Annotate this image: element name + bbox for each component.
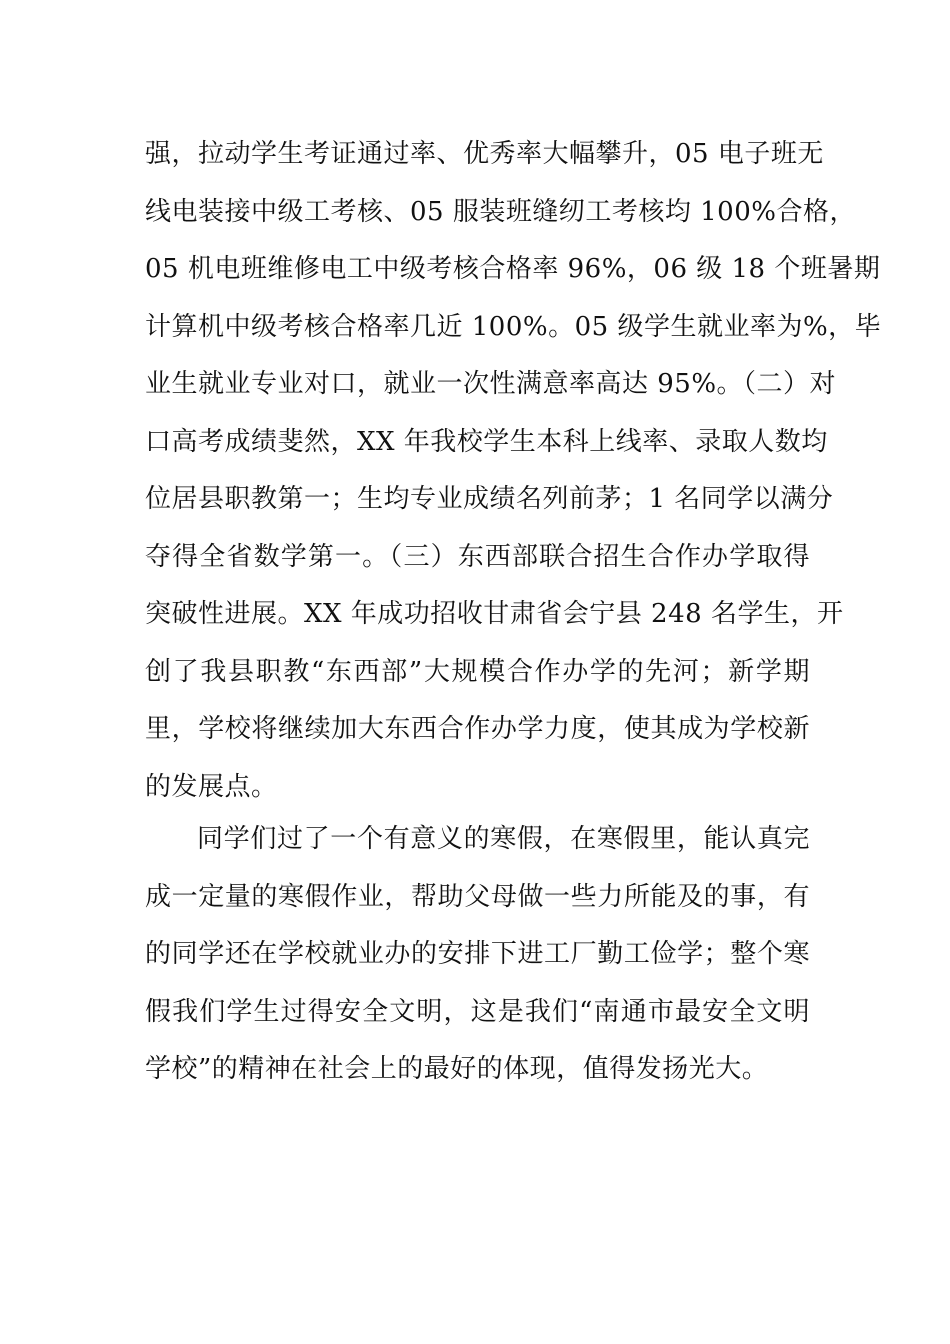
paragraph-2 — [145, 811, 810, 1099]
paragraph-line: 业生就业专业对口，就业一次性满意率高达 95%。（二）对 — [145, 369, 837, 399]
paragraph-line: 口高考成绩斐然，XX 年我校学生本科上线率、录取人数均 — [145, 426, 828, 457]
paragraph-line: 创了我县职教“东西部”大规模合作办学的先河；新学期 — [145, 656, 810, 687]
paragraph-line: 强，拉动学生考证通过率、优秀率大幅攀升，05 电子班无 — [145, 139, 824, 169]
paragraph-1 — [145, 126, 882, 816]
paragraph-line: 成一定量的寒假作业，帮助父母做一些力所能及的事，有 — [145, 881, 810, 912]
paragraph-line: 线电装接中级工考核、05 服装班缝纫工考核均 100%合格， — [145, 196, 856, 227]
paragraph-line: 05 机电班维修电工中级考核合格率 96%，06 级 18 个班暑期 — [145, 254, 881, 284]
paragraph-line: 位居县职教第一；生均专业成绩名列前茅；1 名同学以满分 — [145, 484, 834, 514]
paragraph-line: 的发展点。 — [145, 771, 278, 802]
paragraph-line: 同学们过了一个有意义的寒假，在寒假里，能认真完 — [197, 824, 810, 854]
paragraph-line: 里，学校将继续加大东西合作办学力度，使其成为学校新 — [145, 714, 810, 744]
paragraph-line: 突破性进展。XX 年成功招收甘肃省会宁县 248 名学生，开 — [145, 599, 844, 629]
paragraph-line: 学校”的精神在社会上的最好的体现，值得发扬光大。 — [145, 1054, 769, 1084]
paragraph-line: 的同学还在学校就业办的安排下进工厂勤工俭学；整个寒 — [145, 939, 810, 969]
paragraph-line: 假我们学生过得安全文明，这是我们“南通市最安全文明 — [145, 996, 810, 1027]
paragraph-line: 夺得全省数学第一。（三）东西部联合招生合作办学取得 — [145, 541, 810, 572]
paragraph-line: 计算机中级考核合格率几近 100%。05 级学生就业率为%，毕 — [145, 311, 882, 342]
